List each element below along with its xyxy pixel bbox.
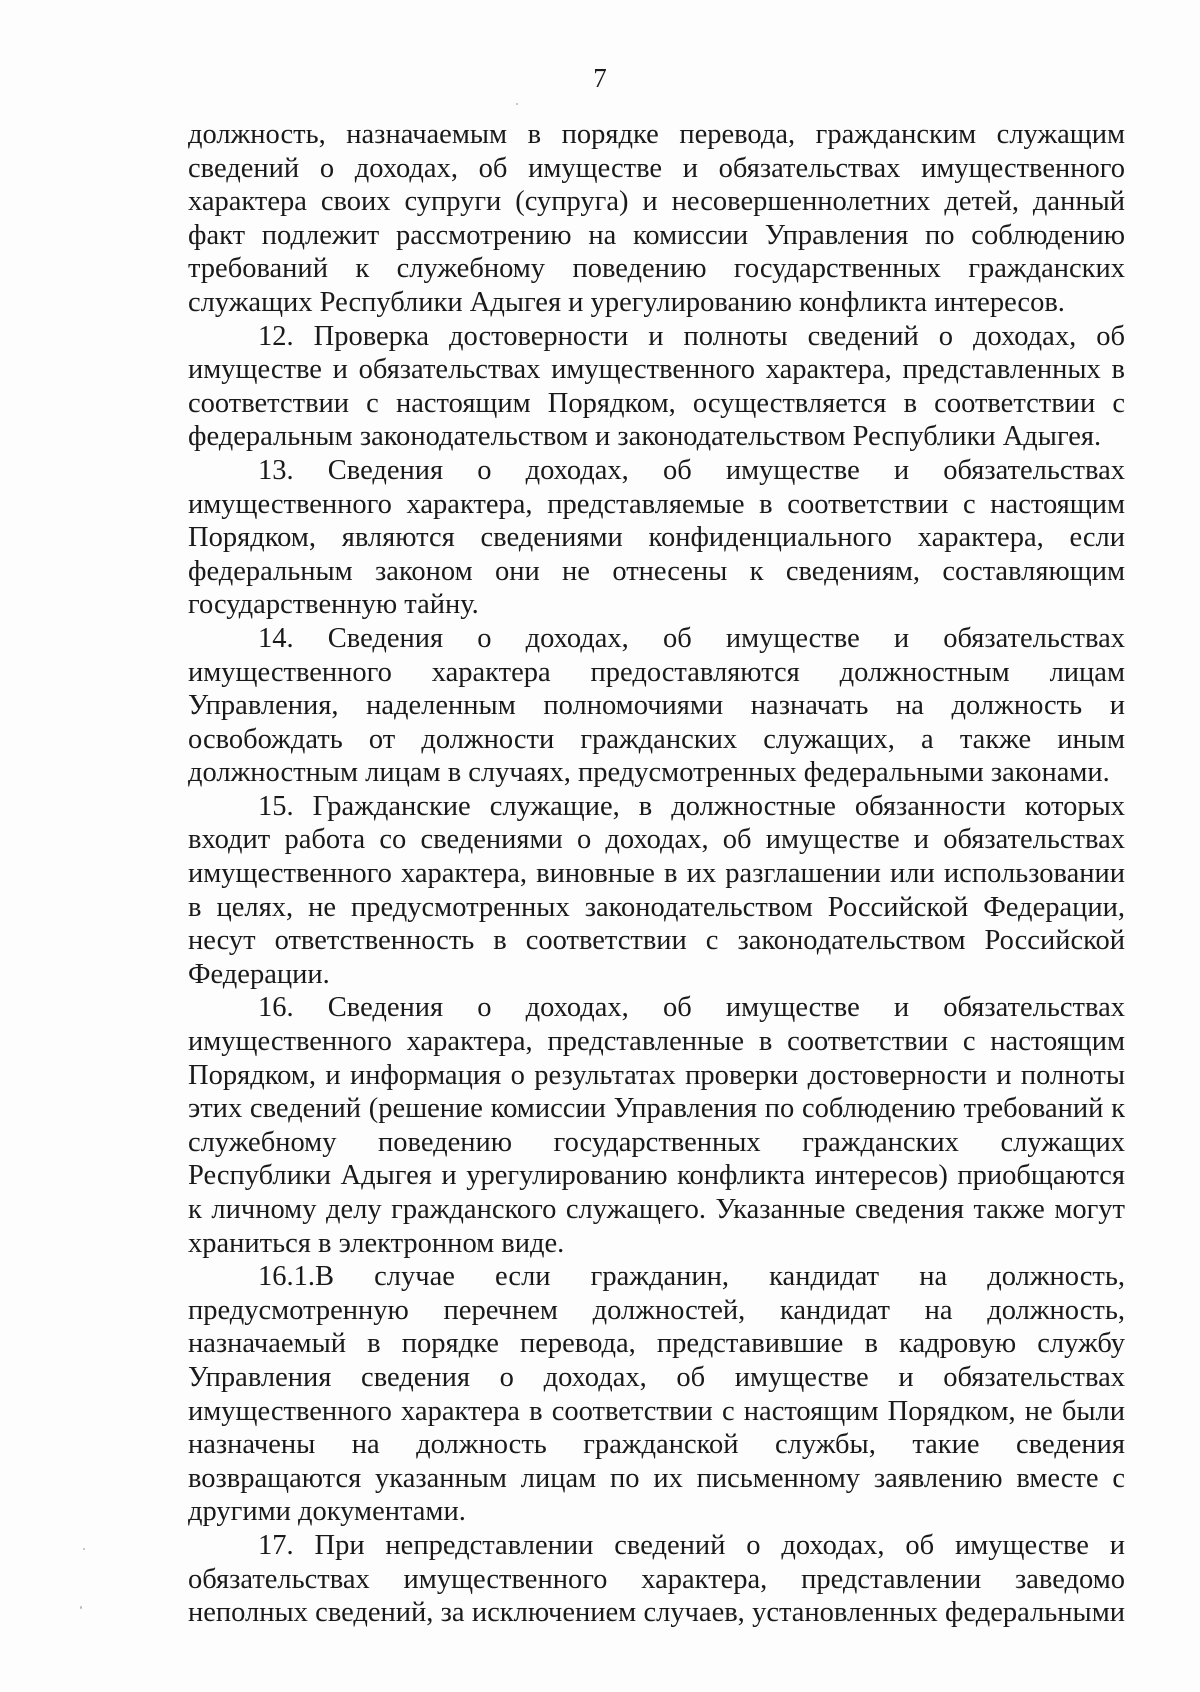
paragraph: 16. Сведения о доходах, об имуществе и обязательствах имущественного характера, представленные в соответствии с настоящим Порядком, и информация о результатах проверки достоверности и полноты этих сведений (решение комиссии Управления по соблюдению требований к служебному поведению государственных гражданских служащих Республики Адыгея и урегулированию конфликта интересов) приобщаются к личному делу гражданского служащего. Указанные сведения также могут храниться в электронном виде.	[188, 992, 1125, 1259]
document-body	[188, 118, 1125, 1630]
paragraph: 13. Сведения о доходах, об имуществе и обязательствах имущественного характера, представляемые в соответствии с настоящим Порядком, являются сведениями конфиденциального характера, если федеральным законом они не отнесены к сведениям, составляющим государственную тайну.	[188, 454, 1125, 621]
paragraph: 17. При непредставлении сведений о доходах, об имуществе и обязательствах имущественного характера, представлении заведомо неполных сведений, за исключением случаев, установленных федеральными	[188, 1529, 1125, 1629]
scan-speck	[80, 1606, 82, 1609]
paragraph: 16.1.В случае если гражданин, кандидат на должность, предусмотренную перечнем должностей, кандидат на должность, назначаемый в порядке перевода, представившие в кадровую службу Управления сведения о доходах, об имуществе и обязательствах имущественного характера в соответствии с настоящим Порядком, не были назначены на должность гражданской службы, такие сведения возвращаются указанным лицам по их письменному заявлению вместе с другими документами.	[188, 1261, 1125, 1528]
page-number: 7	[593, 63, 607, 93]
scan-speck	[83, 1548, 85, 1550]
paragraph: должность, назначаемым в порядке перевода, гражданским служащим сведений о доходах, об имуществе и обязательствах имущественного характера своих супруги (супруга) и несовершеннолетних детей, данный факт подлежит рассмотрению на комиссии Управления по соблюдению требований к служебному поведению государственных гражданских служащих Республики Адыгея и урегулированию конфликта интересов.	[188, 119, 1125, 318]
scan-speck	[516, 103, 518, 105]
paragraph: 12. Проверка достоверности и полноты сведений о доходах, об имуществе и обязательствах имущественного характера, представленных в соответствии с настоящим Порядком, осуществляется в соответствии с федеральным законодательством и законодательством Республики Адыгея.	[188, 320, 1125, 453]
paragraph: 14. Сведения о доходах, об имуществе и обязательствах имущественного характера предоставляются должностным лицам Управления, наделенным полномочиями назначать на должность и освобождать от должности гражданских служащих, а также иным должностным лицам в случаях, предусмотренных федеральными законами.	[188, 622, 1125, 789]
paragraph: 15. Гражданские служащие, в должностные обязанности которых входит работа со сведениями о доходах, об имуществе и обязательствах имущественного характера, виновные в их разглашении или использовании в целях, не предусмотренных законодательством Российской Федерации, несут ответственность в соответствии с законодательством Российской Федерации.	[188, 790, 1125, 990]
